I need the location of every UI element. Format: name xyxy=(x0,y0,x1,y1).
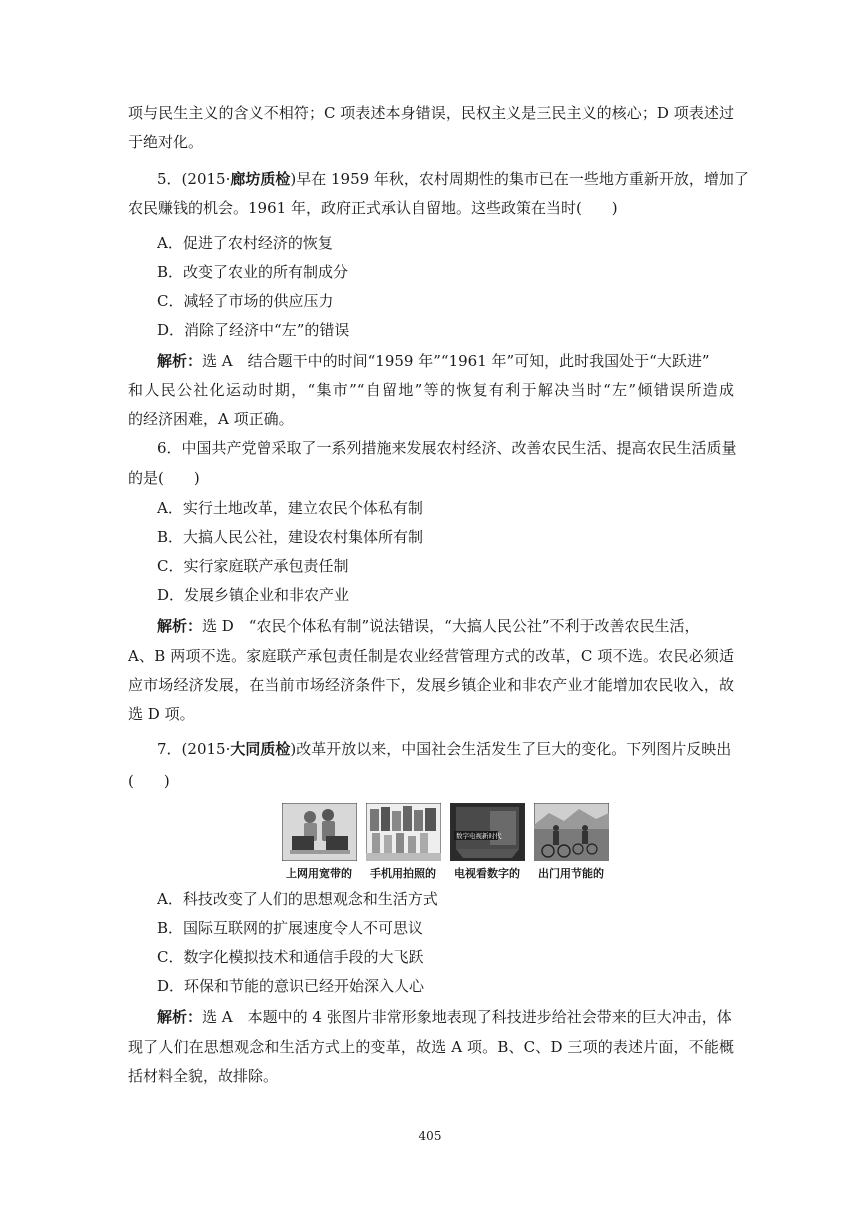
answer-5: 解析：选 A 结合题干中的时间“1959 年”“1961 年”可知，此时我国处于“大跃进” xyxy=(157,352,710,370)
answer-6-line2: A、B 两项不选。家庭联产承包责任制是农业经营管理方式的改革，C 项不选。农民必须适 xyxy=(128,647,734,665)
figure-cycling xyxy=(534,803,609,880)
figure-caption: 手机用拍照的 xyxy=(370,867,436,880)
cyclists-photo xyxy=(534,803,609,861)
option-7b: B．国际互联网的扩展速度令人不可思议 xyxy=(157,919,424,937)
source-label: 大同质检 xyxy=(230,740,291,758)
answer-6-line4: 选 D 项。 xyxy=(128,705,195,723)
option-6c: C．实行家庭联产承包责任制 xyxy=(157,557,349,575)
question-6-stem: 6．中国共产党曾采取了一系列措施来发展农村经济、改善农民生活、提高农民生活质量 xyxy=(157,439,737,457)
option-6a: A．实行土地改革，建立农民个体私有制 xyxy=(157,499,423,517)
figure-caption: 上网用宽带的 xyxy=(286,867,352,880)
answer-label: 解析： xyxy=(157,352,203,370)
answer-6: 解析：选 D “农民个体私有制”说法错误，“大搞人民公社”不利于改善农民生活， xyxy=(157,617,700,635)
option-5c: C．减轻了市场的供应压力 xyxy=(157,292,334,310)
option-5d: D．消除了经济中“左”的错误 xyxy=(157,321,350,339)
option-6d: D．发展乡镇企业和非农产业 xyxy=(157,586,350,604)
answer-6-line3: 应市场经济发展，在当前市场经济条件下，发展乡镇企业和非农产业才能增加农民收入，故 xyxy=(128,676,734,694)
answer-7-line2: 现了人们在思想观念和生活方式上的变革，故选 A 项。B、C、D 三项的表述片面，不能概 xyxy=(128,1038,734,1056)
figure-broadband xyxy=(282,803,357,880)
option-5a: A．促进了农村经济的恢复 xyxy=(157,234,333,252)
answer-4-continued: 项与民生主义的含义不相符；C 项表述本身错误，民权主义是三民主义的核心；D 项表述过 xyxy=(128,104,734,122)
option-5b: B．改变了农业的所有制成分 xyxy=(157,263,349,281)
figure-digital-tv xyxy=(450,803,525,880)
figure-caption: 电视看数字的 xyxy=(454,867,520,880)
question-6-stem-cont: 的是( ) xyxy=(128,469,200,487)
option-7d: D．环保和节能的意识已经开始深入人心 xyxy=(157,977,425,995)
digital-tv-photo xyxy=(450,803,525,861)
answer-7: 解析：选 A 本题中的 4 张图片非常形象地表现了科技进步给社会带来的巨大冲击，体 xyxy=(157,1008,732,1026)
source-label: 廊坊质检 xyxy=(230,170,291,188)
answer-4-end: 于绝对化。 xyxy=(128,133,204,151)
answer-7-line3: 括材料全貌，故排除。 xyxy=(128,1067,279,1085)
question-7-stem: 7．(2015·大同质检)改革开放以来，中国社会生活发生了巨大的变化。下列图片反映出 xyxy=(157,740,732,758)
figure-phone-photo xyxy=(366,803,441,880)
answer-label: 解析： xyxy=(157,617,203,635)
option-7a: A．科技改变了人们的思想观念和生活方式 xyxy=(157,890,438,908)
answer-5-line3: 的经济困难，A 项正确。 xyxy=(128,410,294,428)
answer-label: 解析： xyxy=(157,1008,203,1026)
children-laptop-photo xyxy=(282,803,357,861)
question-7-stem-cont: ( ) xyxy=(128,772,170,790)
phone-photos-collage xyxy=(366,803,441,861)
figure-strip xyxy=(282,803,612,883)
tv-banner-text: 数字电视新时代 xyxy=(456,832,502,840)
figure-caption: 出门用节能的 xyxy=(538,867,604,880)
question-5-stem-cont: 农民赚钱的机会。1961 年，政府正式承认自留地。这些政策在当时( ) xyxy=(128,199,618,217)
answer-5-line2: 和人民公社化运动时期，“集市”“自留地”等的恢复有利于解决当时“左”倾错误所造成 xyxy=(128,381,734,399)
option-6b: B．大搞人民公社，建设农村集体所有制 xyxy=(157,528,424,546)
option-7c: C．数字化模拟技术和通信手段的大飞跃 xyxy=(157,948,424,966)
page-number: 405 xyxy=(418,1129,442,1143)
question-5-stem: 5．(2015·廊坊质检)早在 1959 年秋，农村周期性的集市已在一些地方重新开放，增加了 xyxy=(157,170,749,188)
